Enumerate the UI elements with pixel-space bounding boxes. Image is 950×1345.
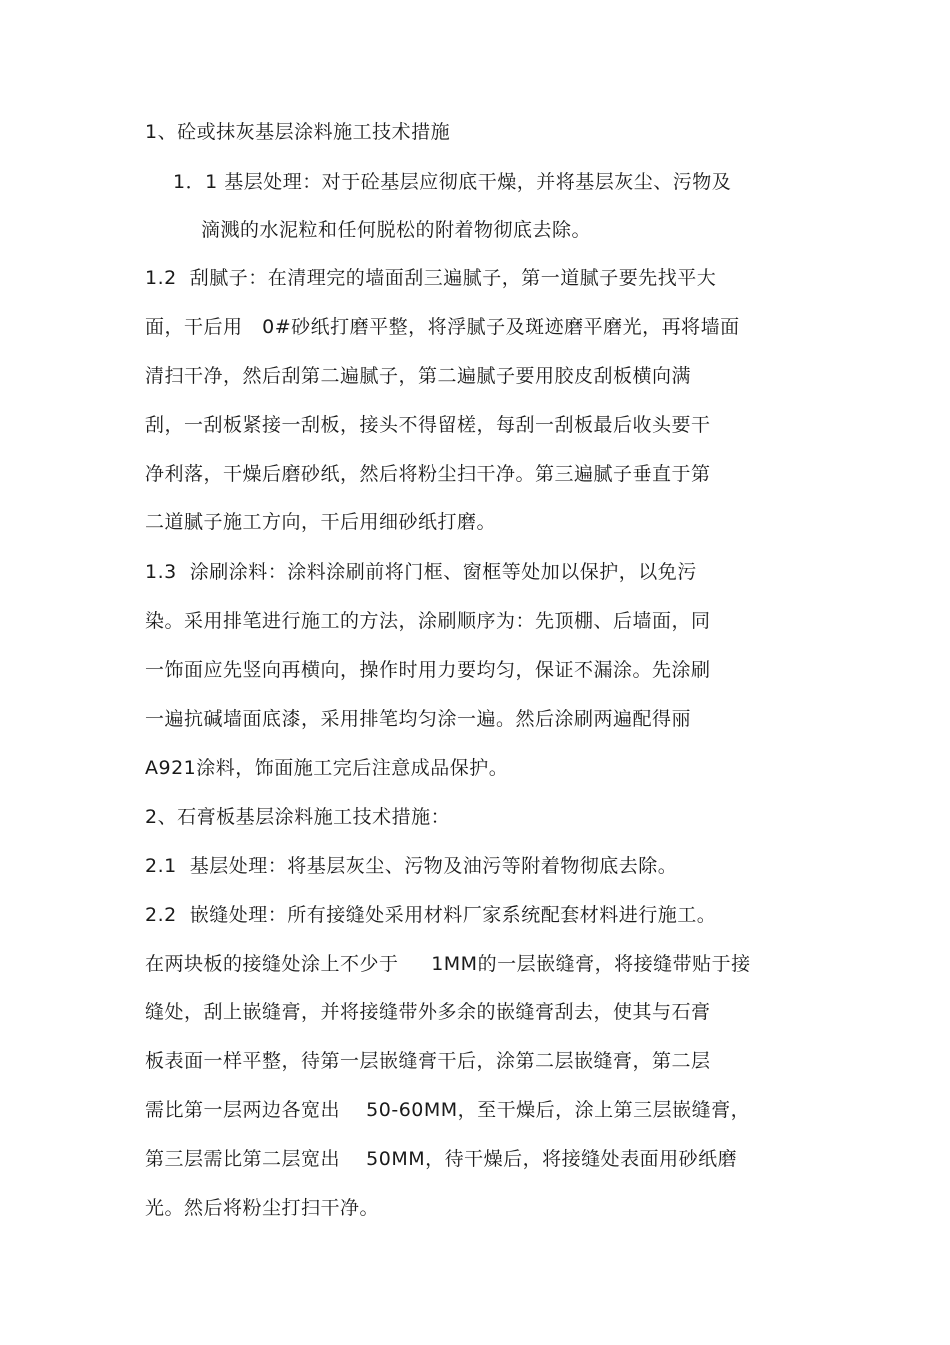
paragraph-1-1-line-1: 1．1 基层处理：对于砼基层应彻底干燥，并将基层灰尘、污物及 bbox=[173, 171, 732, 193]
paragraph-1-3-line-5: A921涂料，饰面施工完后注意成品保护。 bbox=[145, 757, 509, 779]
paragraph-1-3-line-1: 1.3 涂刷涂料：涂料涂刷前将门框、窗框等处加以保护，以免污 bbox=[145, 561, 697, 583]
paragraph-1-3-line-2: 染。采用排笔进行施工的方法，涂刷顺序为：先顶棚、后墙面，同 bbox=[145, 610, 711, 632]
paragraph-2-2-line-3: 缝处，刮上嵌缝膏，并将接缝带外多余的嵌缝膏刮去，使其与石膏 bbox=[145, 1001, 711, 1023]
paragraph-2-2-line-1: 2.2 嵌缝处理：所有接缝处采用材料厂家系统配套材料进行施工。 bbox=[145, 904, 717, 926]
paragraph-1-2-line-6: 二道腻子施工方向，干后用细砂纸打磨。 bbox=[145, 511, 497, 533]
section-1-heading: 1、砼或抹灰基层涂料施工技术措施 bbox=[145, 121, 451, 143]
paragraph-1-1-line-2: 滴溅的水泥粒和任何脱松的附着物彻底去除。 bbox=[201, 219, 592, 241]
paragraph-1-2-line-5: 净利落，干燥后磨砂纸，然后将粉尘扫干净。第三遍腻子垂直于第 bbox=[145, 463, 711, 485]
section-2-heading: 2、石膏板基层涂料施工技术措施： bbox=[145, 806, 451, 828]
paragraph-1-3-line-4: 一遍抗碱墙面底漆，采用排笔均匀涂一遍。然后涂刷两遍配得丽 bbox=[145, 708, 692, 730]
paragraph-2-2-line-4: 板表面一样平整，待第一层嵌缝膏干后，涂第二层嵌缝膏，第二层 bbox=[145, 1050, 711, 1072]
paragraph-1-3-line-3: 一饰面应先竖向再横向，操作时用力要均匀，保证不漏涂。先涂刷 bbox=[145, 659, 711, 681]
paragraph-1-2-line-4: 刮，一刮板紧接一刮板，接头不得留槎，每刮一刮板最后收头要干 bbox=[145, 414, 711, 436]
paragraph-2-2-line-7: 光。然后将粉尘打扫干净。 bbox=[145, 1197, 380, 1219]
paragraph-2-2-line-2: 在两块板的接缝处涂上不少于 1MM的一层嵌缝膏，将接缝带贴于接 bbox=[145, 953, 751, 975]
paragraph-2-1-line-1: 2.1 基层处理：将基层灰尘、污物及油污等附着物彻底去除。 bbox=[145, 855, 678, 877]
paragraph-1-2-line-3: 清扫干净，然后刮第二遍腻子，第二遍腻子要用胶皮刮板横向满 bbox=[145, 365, 692, 387]
paragraph-1-2-line-2: 面，干后用 0#砂纸打磨平整，将浮腻子及斑迹磨平磨光，再将墙面 bbox=[145, 316, 740, 338]
paragraph-2-2-line-6: 第三层需比第二层宽出 50MM，待干燥后，将接缝处表面用砂纸磨 bbox=[145, 1148, 738, 1170]
paragraph-2-2-line-5: 需比第一层两边各宽出 50-60MM，至干燥后，涂上第三层嵌缝膏， bbox=[145, 1099, 751, 1121]
paragraph-1-2-line-1: 1.2 刮腻子：在清理完的墙面刮三遍腻子，第一道腻子要先找平大 bbox=[145, 267, 717, 289]
